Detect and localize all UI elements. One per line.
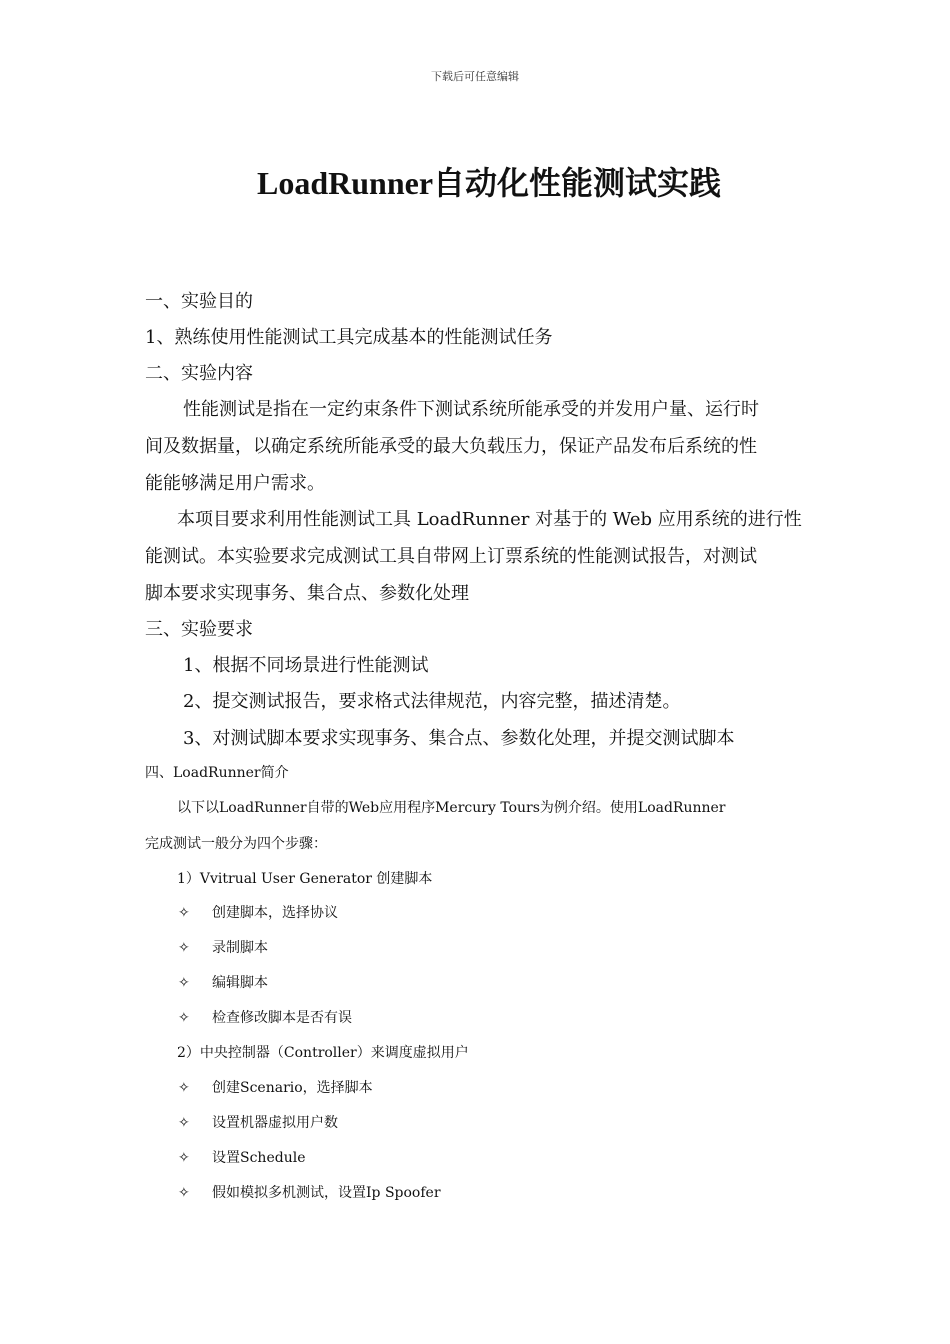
list-item: [178, 1113, 338, 1133]
list-item: [178, 1078, 373, 1098]
diamond-bullet-icon: ✧: [178, 1185, 190, 1201]
document-title: LoadRunner自动化性能测试实践: [256, 165, 722, 201]
section2-para2-line1: 本项目要求利用性能测试工具 LoadRunner 对基于的 Web 应用系统的进行性: [177, 509, 802, 530]
diamond-bullet-icon: ✧: [178, 1150, 190, 1166]
header-note: 下载后可任意编辑: [431, 70, 519, 83]
section4-intro-line1: 以下以LoadRunner自带的Web应用程序Mercury Tours为例介绍。使用LoadRunner: [177, 800, 726, 816]
diamond-bullet-icon: ✧: [178, 1010, 190, 1026]
section2-heading: 二、实验内容: [145, 363, 253, 384]
section2-para2-line3: 脚本要求实现事务、集合点、参数化处理: [145, 583, 469, 604]
section3-heading: 三、实验要求: [145, 619, 253, 640]
step2-heading: 2）中央控制器（Controller）来调度虚拟用户: [177, 1045, 469, 1061]
bullet-text: 编辑脚本: [212, 975, 268, 991]
list-item: [178, 1008, 352, 1028]
bullet-text: 设置机器虚拟用户数: [212, 1115, 338, 1131]
section4-intro-line2: 完成测试一般分为四个步骤：: [145, 836, 327, 852]
bullet-text: 设置Schedule: [212, 1150, 306, 1166]
bullet-text: 创建Scenario，选择脚本: [212, 1080, 373, 1096]
section2-para1-line2: 间及数据量，以确定系统所能承受的最大负载压力，保证产品发布后系统的性: [145, 436, 757, 457]
bullet-text: 假如模拟多机测试，设置Ip Spoofer: [212, 1185, 441, 1201]
section1-item1: 1、熟练使用性能测试工具完成基本的性能测试任务: [145, 327, 553, 348]
section3-item2: 2、提交测试报告，要求格式法律规范，内容完整，描述清楚。: [183, 691, 681, 712]
section4-heading: 四、LoadRunner简介: [145, 765, 289, 781]
diamond-bullet-icon: ✧: [178, 1080, 190, 1096]
section2-para1-line3: 能能够满足用户需求。: [145, 473, 325, 494]
diamond-bullet-icon: ✧: [178, 1115, 190, 1131]
section3-item1: 1、根据不同场景进行性能测试: [183, 655, 429, 676]
section2-para1-line1: 性能测试是指在一定约束条件下测试系统所能承受的并发用户量、运行时: [183, 399, 759, 420]
diamond-bullet-icon: ✧: [178, 940, 190, 956]
bullet-text: 创建脚本，选择协议: [212, 905, 338, 921]
diamond-bullet-icon: ✧: [178, 975, 190, 991]
list-item: [178, 973, 268, 993]
section3-item3: 3、对测试脚本要求实现事务、集合点、参数化处理，并提交测试脚本: [183, 728, 735, 749]
section2-para2-line2: 能测试。本实验要求完成测试工具自带网上订票系统的性能测试报告，对测试: [145, 546, 757, 567]
list-item: [178, 938, 268, 958]
bullet-text: 录制脚本: [212, 940, 268, 956]
bullet-text: 检查修改脚本是否有误: [212, 1010, 352, 1026]
list-item: [178, 1183, 441, 1203]
step1-heading: 1）Vvitrual User Generator 创建脚本: [177, 871, 433, 887]
list-item: [178, 903, 338, 923]
diamond-bullet-icon: ✧: [178, 905, 190, 921]
section1-heading: 一、实验目的: [145, 291, 253, 312]
list-item: [178, 1148, 305, 1168]
